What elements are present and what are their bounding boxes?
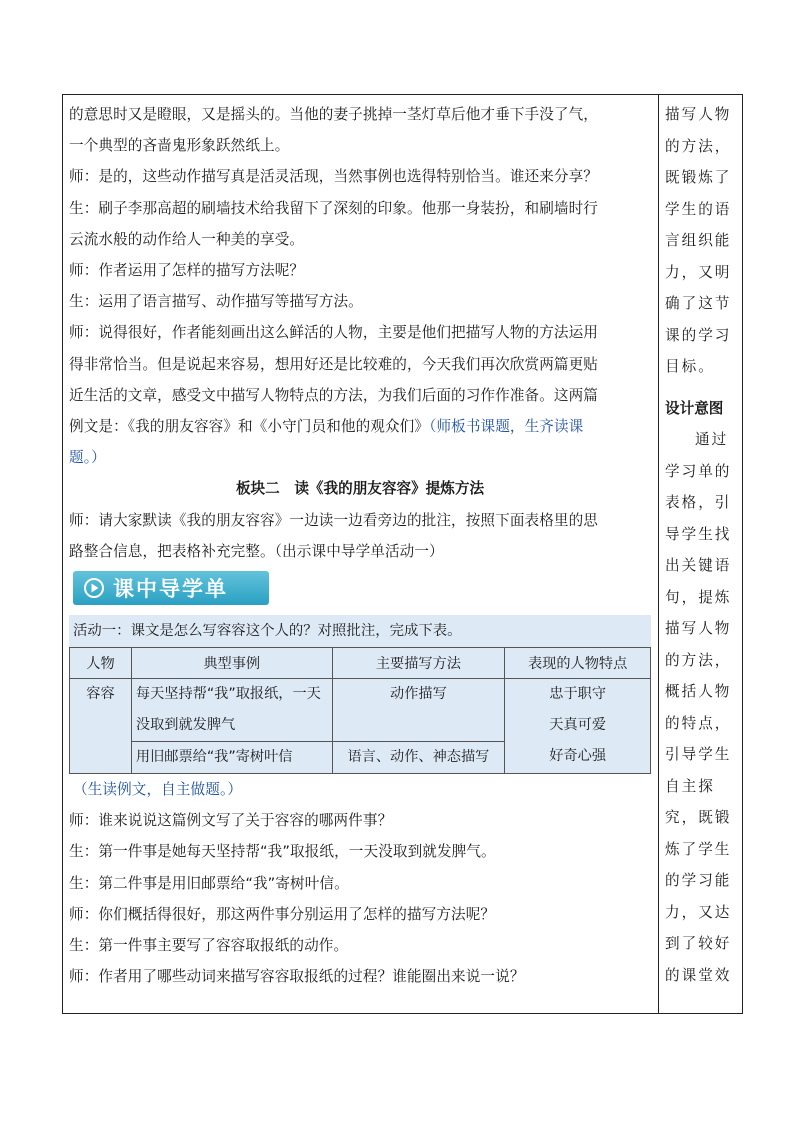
trait-item: 忠于职守	[549, 686, 607, 703]
side-note-line: 力，又达	[665, 903, 732, 921]
paragraph: 生：第二件事是用旧邮票给“我”寄树叶信。	[69, 874, 349, 892]
side-note-line: 自主探	[665, 777, 715, 795]
blackboard-note-end: 题。）	[69, 449, 106, 467]
column-divider	[658, 95, 659, 1013]
play-circle-icon	[83, 577, 105, 599]
paragraph: 生：第一件事主要写了容容取报纸的动作。	[69, 937, 349, 955]
side-note-line: 描写人物	[665, 106, 732, 123]
student-note: （生读例文，自主做题。）	[73, 781, 243, 799]
paragraph: 云流水般的动作给人一种美的享受。	[69, 230, 305, 248]
side-note-line: 引导学生	[665, 746, 732, 763]
table-row	[70, 679, 651, 742]
side-note-line: 概括人物	[665, 683, 732, 700]
side-note-line: 学习单的	[665, 462, 732, 480]
side-note-line: 学生的语	[665, 200, 732, 218]
method-cell: 动作描写	[332, 679, 505, 742]
paragraph: 路整合信息，把表格补充完整。（出示课中导学单活动一）	[69, 542, 444, 560]
header-cell: 表现的人物特点	[505, 648, 651, 679]
side-note-line: 目标。	[665, 358, 715, 375]
section-heading: 板块二 读《我的朋友容容》提炼方法	[235, 480, 485, 498]
example-line	[69, 411, 651, 442]
example-text: 例文是：《我的朋友容容》和《小守门员和他的观众们》	[69, 418, 430, 436]
side-note-line: 出关键语	[665, 557, 732, 574]
teaching-process-column	[69, 99, 651, 992]
side-note-line: 句，提炼	[665, 588, 732, 606]
side-note-line: 究，既锻	[665, 809, 732, 826]
design-intent-column	[665, 99, 737, 991]
guide-table	[69, 647, 651, 774]
table-header-row	[70, 648, 651, 679]
side-note-line: 炼了学生	[665, 840, 732, 858]
trait-item: 好奇心强	[549, 748, 607, 765]
blackboard-note: （师板书课题，生齐读课	[429, 418, 584, 436]
side-note-line: 课的学习	[665, 326, 732, 344]
method-cell: 语言、动作、神态描写	[332, 742, 505, 774]
side-note-line: 表格，引	[665, 494, 732, 511]
design-intent-heading: 设计意图	[665, 399, 724, 417]
paragraph: 生：第一件事是她每天坚持帮“我”取报纸，一天没取到就发脾气。	[69, 843, 496, 861]
side-note-line: 的方法，	[665, 651, 732, 669]
header-cell: 人物	[70, 648, 132, 679]
side-note-line: 言组织能	[665, 232, 732, 249]
paragraph: 师：作者运用了怎样的描写方法呢？	[69, 262, 305, 280]
paragraph: 师：请大家默读《我的朋友容容》一边读一边看旁边的批注，按照下面表格里的思	[69, 511, 598, 529]
side-note-line: 描写人物	[665, 620, 732, 637]
activity-title: 活动一：课文是怎么写容容这个人的？对照批注，完成下表。	[73, 623, 462, 640]
paragraph: 生：刷子李那高超的刷墙技术给我留下了深刻的印象。他那一身装扮，和刷墙时行	[69, 199, 598, 217]
paragraph: 一个典型的吝啬鬼形象跃然纸上。	[69, 137, 290, 155]
lesson-plan-table	[62, 94, 743, 1014]
activity-box	[69, 615, 651, 774]
event-cell: 用旧邮票给“我”寄树叶信	[131, 742, 332, 774]
paragraph: 的意思时又是瞪眼，又是摇头的。当他的妻子挑掉一茎灯草后他才垂下手没了气，	[69, 106, 598, 123]
guide-banner	[73, 571, 269, 605]
paragraph: 近生活的文章，感受文中描写人物特点的方法，为我们后面的习作作准备。这两篇	[69, 386, 598, 404]
person-cell: 容容	[70, 679, 132, 774]
side-note-line: 力，又明	[665, 263, 732, 281]
header-cell: 主要描写方法	[332, 648, 505, 679]
side-note-line: 导学生找	[665, 525, 732, 543]
banner-label: 课中导学单	[113, 577, 228, 602]
side-note-line: 的课堂效	[665, 966, 732, 984]
guide-banner-area	[69, 567, 651, 611]
side-note-line: 通过	[695, 431, 729, 448]
paragraph: 生：运用了语言描写、动作描写等描写方法。	[69, 293, 363, 311]
paragraph: 师：是的，这些动作描写真是活灵活现，当然事例也选得特别恰当。谁还来分享？	[69, 168, 598, 186]
event-cell: 每天坚持帮“我”取报纸，一天没取到就发脾气	[131, 679, 332, 742]
paragraph: 师：谁来说说这篇例文写了关于容容的哪两件事？	[69, 812, 393, 830]
side-note-line: 到了较好	[665, 935, 732, 952]
side-note-line: 确了这节	[665, 295, 732, 312]
side-note-line: 既锻炼了	[665, 169, 732, 186]
side-note-line: 的方法，	[665, 137, 732, 155]
trait-item: 天真可爱	[549, 717, 607, 734]
side-note-line: 的学习能	[665, 872, 732, 889]
paragraph: 师：作者用了哪些动词来描写容容取报纸的过程？谁能圈出来说一说？	[69, 968, 525, 986]
side-note-line: 的特点，	[665, 714, 732, 732]
paragraph: 得非常恰当。但是说起来容易，想用好还是比较难的，今天我们再次欣赏两篇更贴	[69, 355, 598, 373]
paragraph: 师：说得很好，作者能刻画出这么鲜活的人物，主要是他们把描写人物的方法运用	[69, 324, 598, 342]
header-cell: 典型事例	[131, 648, 332, 679]
traits-cell	[505, 679, 651, 774]
paragraph: 师：你们概括得很好，那这两件事分别运用了怎样的描写方法呢？	[69, 905, 496, 923]
